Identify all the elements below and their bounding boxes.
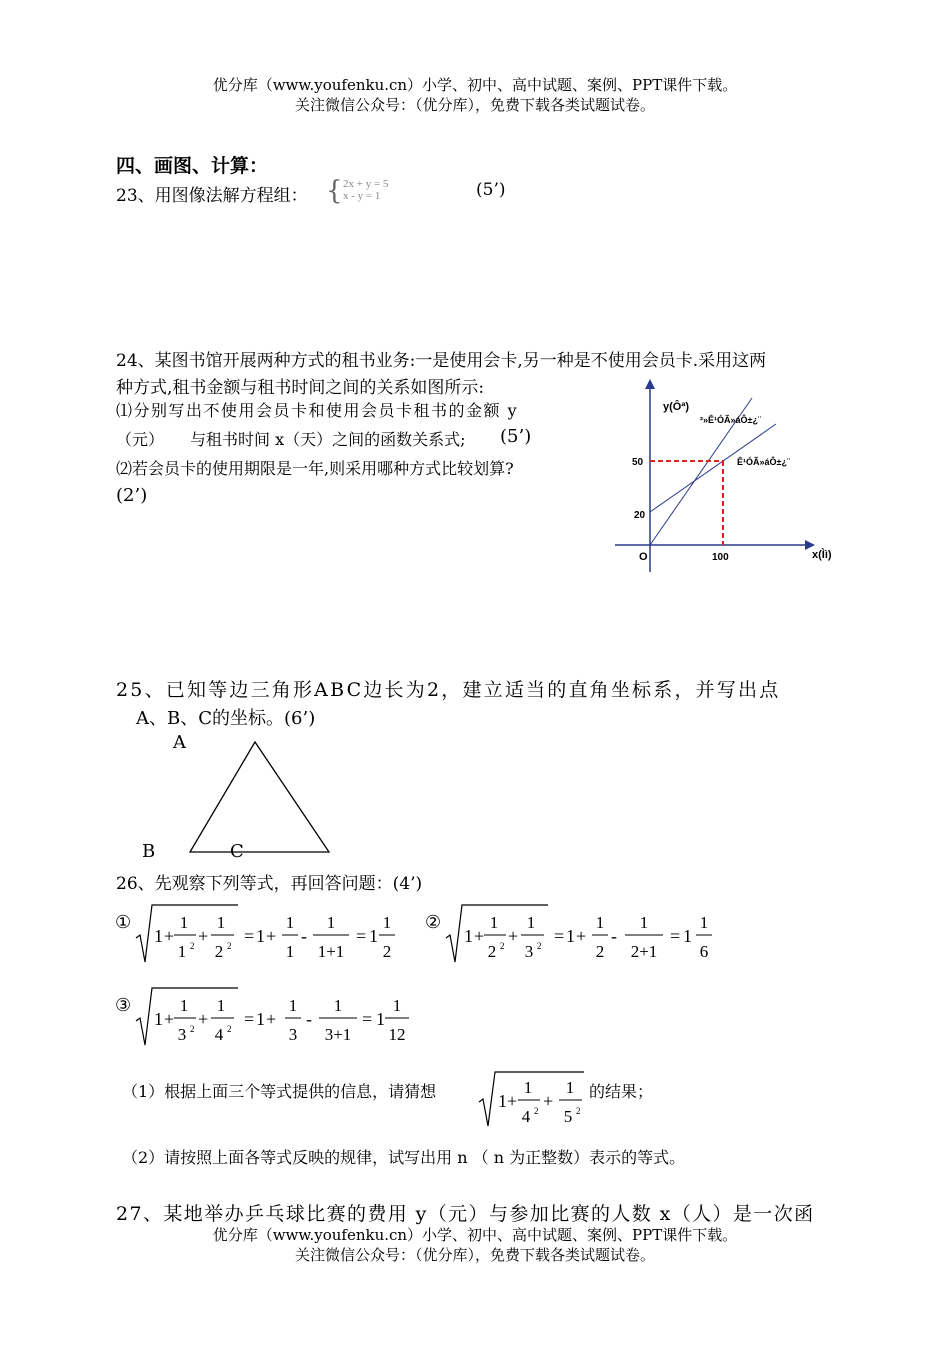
frac-a-exponent: 2	[500, 941, 505, 951]
frac-a-exponent: 2	[190, 1024, 195, 1034]
q23-equation-2: x - y = 1	[343, 190, 381, 202]
result-denominator: 6	[699, 942, 709, 961]
term-one: 1	[256, 1009, 265, 1029]
frac-a-numerator: 1	[489, 913, 499, 932]
frac-d-denominator: 2+1	[630, 942, 658, 961]
equals-sign: =	[554, 926, 565, 946]
frac-b-exponent: 2	[576, 1106, 581, 1116]
vertex-label-a: A	[173, 732, 186, 753]
triangle-abc	[180, 735, 340, 860]
frac-c-denominator: 2	[595, 942, 605, 961]
frac-a-numerator: 1	[523, 1078, 533, 1097]
q23-score: (5’)	[476, 180, 506, 200]
frac-b-numerator: 1	[565, 1078, 575, 1097]
eq-marker: ①	[115, 912, 132, 932]
radicand-one: 1	[154, 1009, 163, 1029]
q26-sub1-text-b: 的结果；	[589, 1082, 654, 1101]
frac-b-exponent: 2	[227, 941, 232, 951]
plus-sign: +	[198, 1009, 209, 1029]
result-whole: 1	[369, 926, 378, 946]
frac-b-denominator: 5	[563, 1107, 573, 1126]
frac-a-denominator: 3	[177, 1025, 187, 1044]
equation-1	[112, 900, 412, 970]
q24-line-4c: (5’)	[500, 426, 532, 447]
plus-sign: +	[576, 926, 587, 946]
frac-b-denominator: 3	[524, 942, 534, 961]
frac-a-exponent: 2	[534, 1106, 539, 1116]
header-line-2: 关注微信公众号：（优分库），免费下载各类试题试卷。	[294, 96, 655, 114]
result-denominator: 12	[388, 1025, 406, 1044]
q27-line-1: 27、某地举办乒乓球比赛的费用 y（元）与参加比赛的人数 x（人）是一次函	[116, 1203, 815, 1225]
frac-b-exponent: 2	[537, 941, 542, 951]
equals-sign: =	[670, 926, 681, 946]
section-title: 四、画图、计算：	[116, 155, 269, 177]
plus-sign: +	[198, 926, 209, 946]
frac-b-numerator: 1	[526, 913, 536, 932]
term-one: 1	[566, 926, 575, 946]
q25-line-2: A、B、C的坐标。(6’)	[136, 708, 316, 729]
header-line-1: 优分库（www.youfenku.cn）小学、初中、高中试题、案例、PPT课件下载。	[212, 76, 738, 94]
plus-sign: +	[507, 1091, 518, 1111]
q23-equation-1: 2x + y = 5	[343, 178, 389, 190]
q24-line-2: 种方式,租书金额与租书时间之间的关系如图所示:	[116, 378, 485, 398]
frac-b-exponent: 2	[227, 1024, 232, 1034]
vertex-label-c: C	[230, 841, 244, 862]
radicand-one: 1	[498, 1091, 507, 1111]
triangle-shape	[190, 742, 329, 852]
frac-a-denominator: 1	[177, 942, 187, 961]
q24-line-3: ⑴分别写出不使用会员卡和使用会员卡租书的金额 y	[116, 401, 519, 420]
vertex-label-b: B	[142, 841, 156, 862]
equation-2	[422, 900, 722, 970]
label-card: Ê¹ÓÃ»áÔ±¿¨	[737, 457, 790, 467]
frac-c-numerator: 1	[288, 996, 298, 1015]
q24-line-6: (2’)	[116, 485, 148, 506]
eq-marker: ③	[115, 995, 132, 1015]
q24-line-1: 24、某图书馆开展两种方式的租书业务:一是使用会卡,另一种是不使用会员卡.采用这两	[116, 351, 767, 371]
frac-b-denominator: 4	[214, 1025, 224, 1044]
result-numerator: 1	[392, 996, 402, 1015]
result-whole: 1	[683, 926, 692, 946]
frac-a-exponent: 2	[190, 941, 195, 951]
plus-sign: +	[266, 1009, 277, 1029]
q26-intro: 26、先观察下列等式，再回答问题：(4’)	[116, 874, 423, 894]
minus-sign: -	[611, 926, 617, 946]
label-no-card: ²»Ê¹ÓÃ»áÔ±¿¨	[700, 415, 761, 425]
y-axis-arrow	[645, 379, 655, 389]
frac-b-denominator: 2	[214, 942, 224, 961]
y-axis-label: y(Ôª)	[663, 401, 690, 413]
frac-a-denominator: 2	[487, 942, 497, 961]
equals-sign: =	[244, 1009, 255, 1029]
plus-sign: +	[543, 1091, 554, 1111]
minus-sign: -	[306, 1009, 312, 1029]
q26-sub2-text: （2）请按照上面各等式反映的规律，试写出用 n （ n 为正整数）表示的等式。	[122, 1148, 686, 1167]
plus-sign: +	[266, 926, 277, 946]
y-tick-20: 20	[634, 510, 646, 521]
frac-b-numerator: 1	[216, 996, 226, 1015]
result-whole: 1	[376, 1009, 385, 1029]
equation-3	[112, 983, 422, 1053]
minus-sign: -	[301, 926, 307, 946]
frac-d-numerator: 1	[326, 913, 336, 932]
frac-c-denominator: 1	[285, 942, 295, 961]
frac-d-numerator: 1	[333, 996, 343, 1015]
result-denominator: 2	[382, 942, 392, 961]
radicand-one: 1	[464, 926, 473, 946]
plus-sign: +	[164, 926, 175, 946]
x-tick-100: 100	[712, 552, 729, 563]
line-card	[650, 424, 776, 512]
frac-c-numerator: 1	[595, 913, 605, 932]
footer-line-1: 优分库（www.youfenku.cn）小学、初中、高中试题、案例、PPT课件下载。	[212, 1226, 738, 1244]
frac-a-numerator: 1	[179, 913, 189, 932]
origin-label: O	[639, 551, 648, 563]
q23-text: 23、用图像法解方程组：	[116, 186, 308, 206]
frac-c-denominator: 3	[288, 1025, 298, 1044]
q25-line-1: 25、已知等边三角形ABC边长为2，建立适当的直角坐标系，并写出点	[116, 679, 781, 701]
frac-d-denominator: 3+1	[324, 1025, 352, 1044]
guess-expression	[474, 1064, 589, 1128]
q24-line-4b: 与租书时间 x（天）之间的函数关系式;	[190, 430, 466, 449]
result-numerator: 1	[382, 913, 392, 932]
q24-line-4a: （元）	[116, 430, 165, 449]
term-one: 1	[256, 926, 265, 946]
plus-sign: +	[164, 1009, 175, 1029]
frac-c-numerator: 1	[285, 913, 295, 932]
equals-sign: =	[244, 926, 255, 946]
rental-graph	[605, 372, 845, 587]
x-axis-label: x(Ìì)	[812, 549, 832, 561]
result-numerator: 1	[699, 913, 709, 932]
frac-a-denominator: 4	[521, 1107, 531, 1126]
q24-line-5: ⑵若会员卡的使用期限是一年,则采用哪种方式比较划算?	[116, 459, 514, 478]
equals-sign: =	[362, 1009, 373, 1029]
plus-sign: +	[508, 926, 519, 946]
q26-sub1-text-a: （1）根据上面三个等式提供的信息，请猜想	[122, 1082, 437, 1101]
equals-sign: =	[356, 926, 367, 946]
plus-sign: +	[474, 926, 485, 946]
footer-line-2: 关注微信公众号：（优分库），免费下载各类试题试卷。	[294, 1246, 655, 1264]
frac-d-denominator: 1+1	[317, 942, 345, 961]
frac-d-numerator: 1	[639, 913, 649, 932]
brace-symbol: {	[326, 176, 343, 206]
radicand-one: 1	[154, 926, 163, 946]
y-tick-50: 50	[632, 457, 644, 468]
frac-b-numerator: 1	[216, 913, 226, 932]
eq-marker: ②	[425, 912, 442, 932]
frac-a-numerator: 1	[179, 996, 189, 1015]
